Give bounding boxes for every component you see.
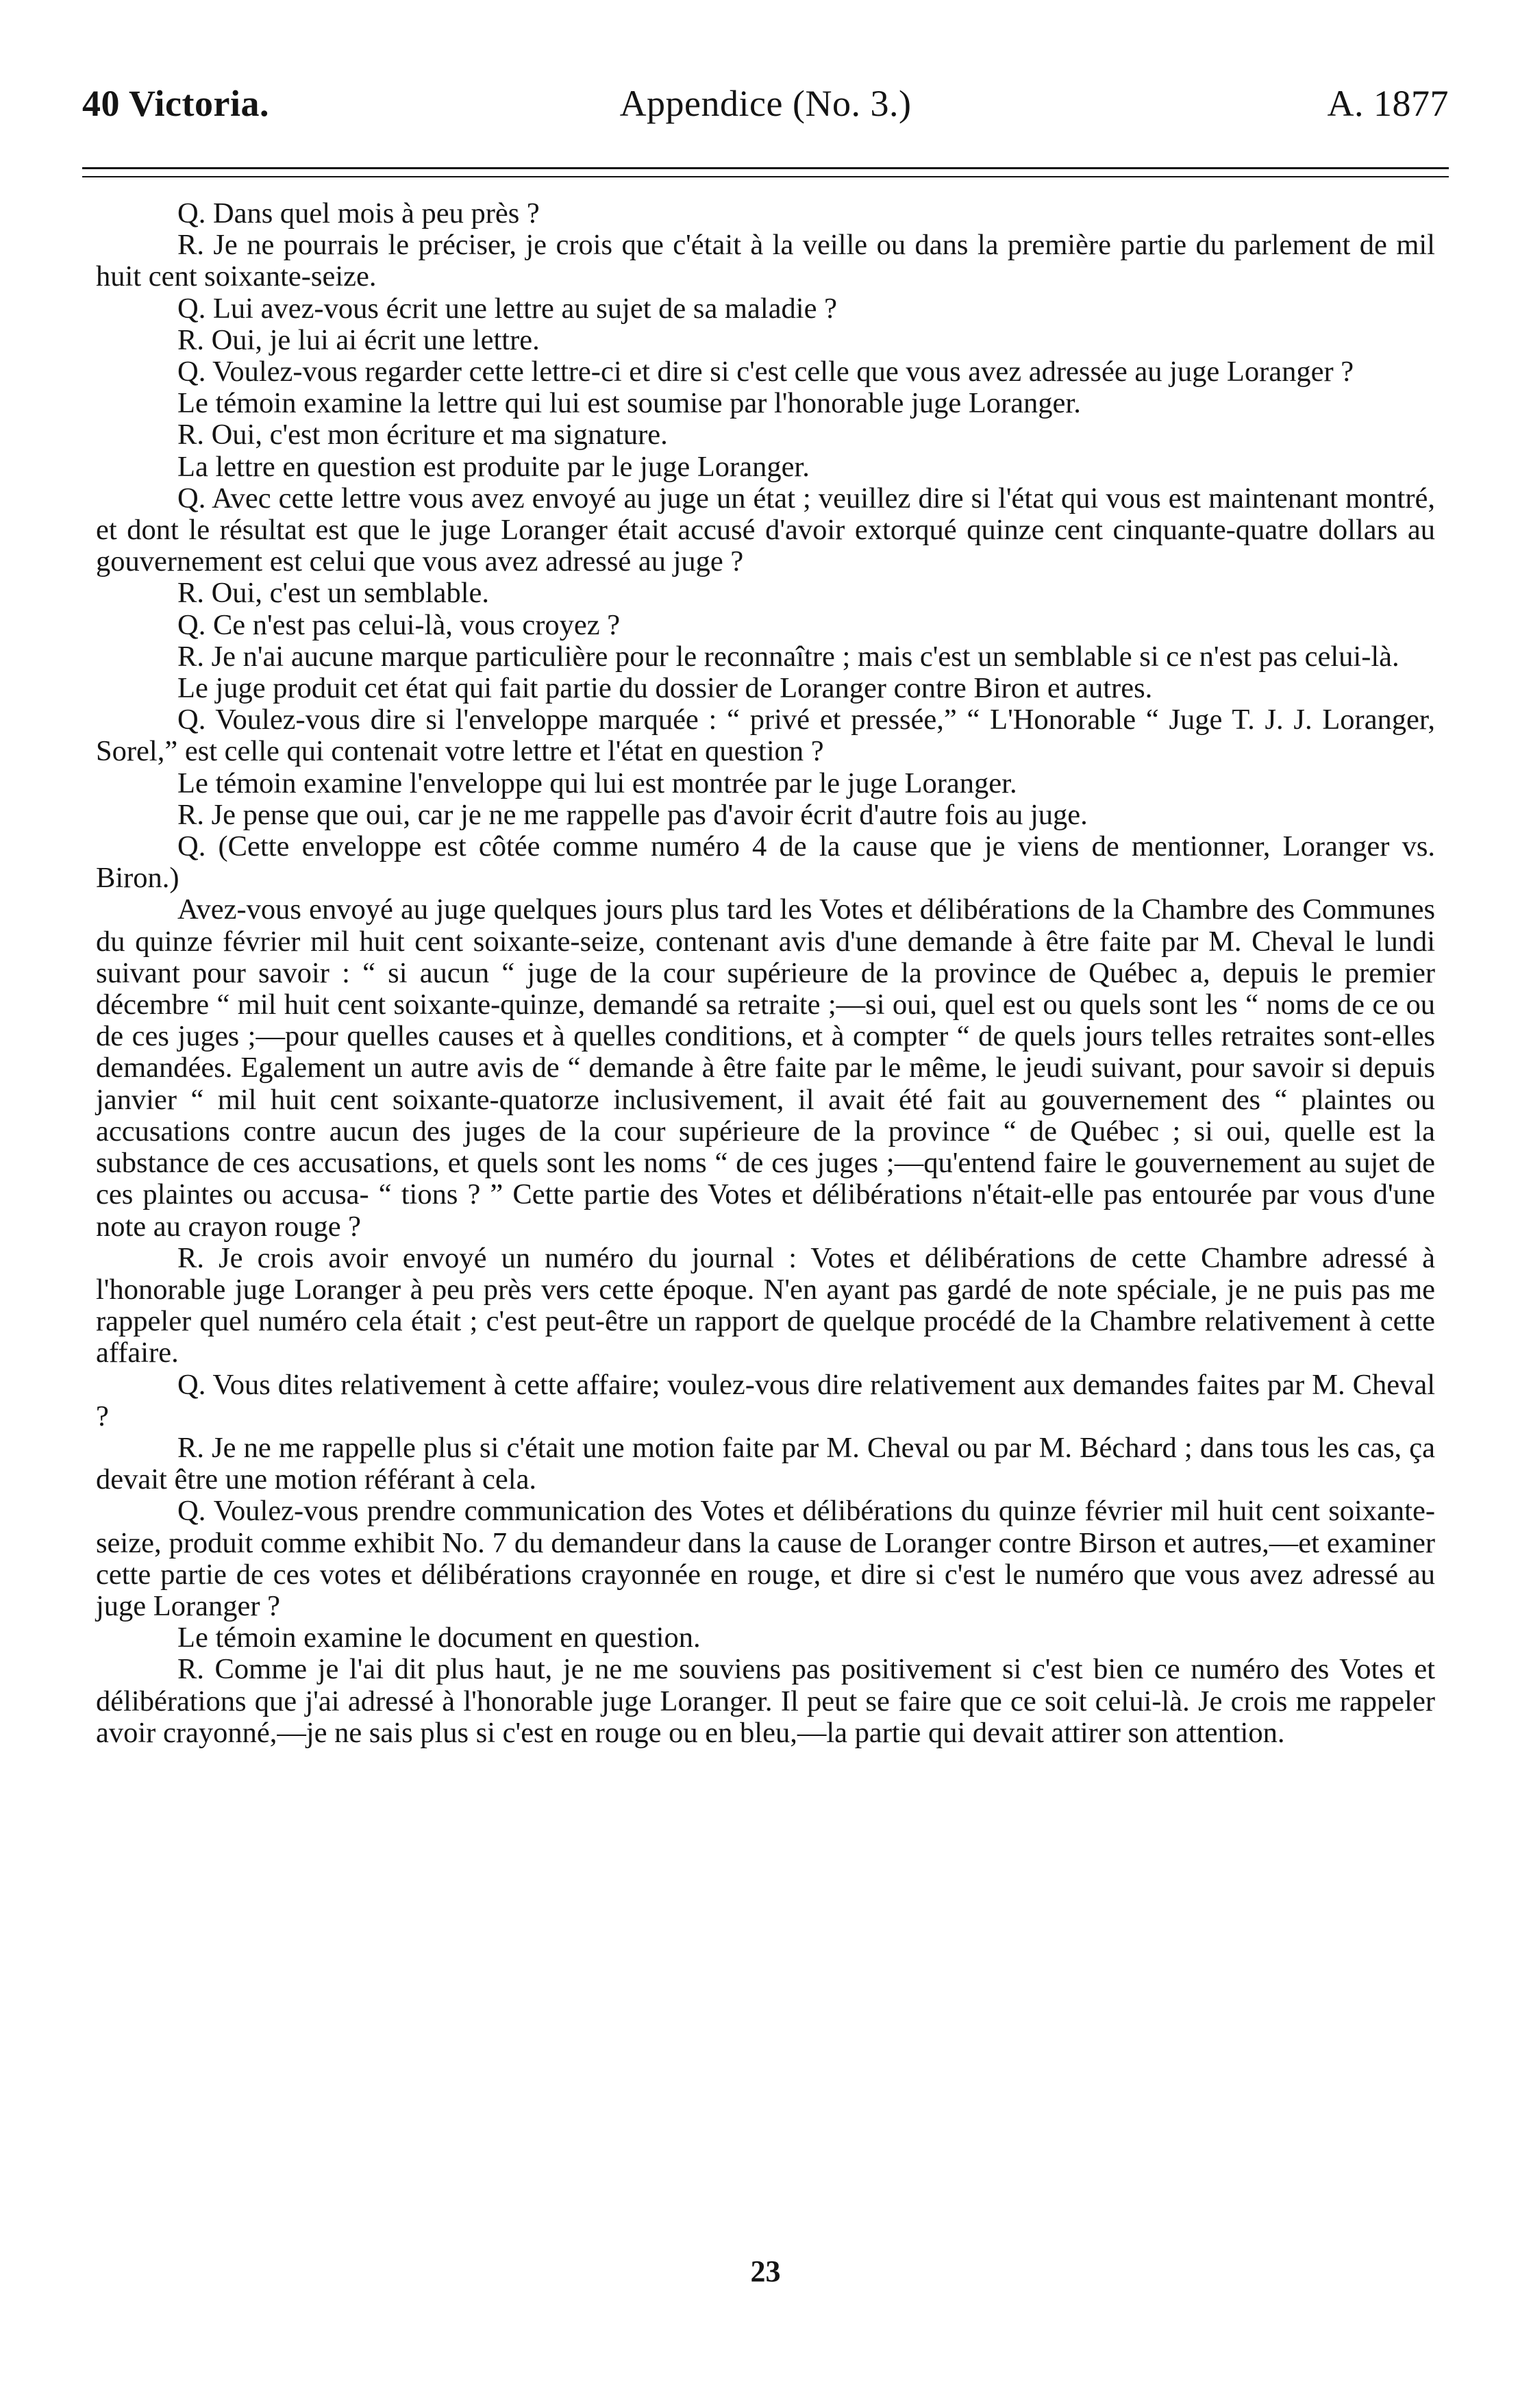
paragraph: La lettre en question est produite par le juge Loranger. [177,450,810,483]
paragraph: Q. Voulez-vous regarder cette lettre-ci et dire si c'est celle que vous avez adressée au juge Loranger ? [177,356,1354,388]
document-body [82,198,1449,1749]
paragraph: R. Je pense que oui, car je ne me rappelle pas d'avoir écrit d'autre fois au juge. [177,798,1088,831]
header-double-rule [82,167,1449,177]
paragraph: Le témoin examine le document en question. [177,1622,701,1654]
paragraph: R. Oui, c'est mon écriture et ma signature. [177,419,668,451]
paragraph: Q. Voulez-vous dire si l'enveloppe marquée : “ privé et pressée,” “ L'Honorable “ Juge T. J. J. Loranger, Sorel,” est celle qui contenait votre lettre et l'état en question ? [96,704,1435,768]
paragraph: R. Je crois avoir envoyé un numéro du journal : Votes et délibérations de cette Chambre adressé à l'honorable juge Loranger à peu près vers cette époque. N'en ayant pas gardé de note spéciale, je ne puis pas me rappeler quel numéro cela était ; c'est peut-être un rapport de quelque procédé de la Chambre relativement à cette affaire. [96,1241,1435,1369]
header-volume: 40 Victoria. [82,83,269,124]
paragraph: Q. Avec cette lettre vous avez envoyé au juge un état ; veuillez dire si l'état qui vous est maintenant montré, et dont le résultat est que le juge Loranger était accusé d'avoir extorqué quinze cent cinquante-quatre dollars au gouvernement est celui que vous avez adressé au juge ? [96,482,1435,578]
paragraph: Le témoin examine la lettre qui lui est soumise par l'honorable juge Loranger. [177,387,1081,420]
paragraph: R. Je ne pourrais le préciser, je crois que c'était à la veille ou dans la première partie du parlement de mil huit cent soixante-seize. [96,229,1435,293]
page-header [82,82,1449,137]
paragraph: Avez-vous envoyé au juge quelques jours plus tard les Votes et délibérations de la Chambre des Communes du quinze février mil huit cent soixante-seize, contenant avis d'une demande à être faite par M. Cheval le lundi suivant pour savoir : “ si aucun “ juge de la cour supérieure de la province de Québec a, depuis le premier décembre “ mil huit cent soixante-quinze, demandé sa retraite ;—si oui, quel est ou quels sont les “ noms de ce ou de ces juges ;—pour quelles causes et à quelles conditions, et à compter “ de quels jours telles retraites sont-elles demandées. Egalement un autre avis de “ demande à être faite par le même, le jeudi suivant, pour savoir si depuis janvier “ mil huit cent soixante-quatorze inclusivement, il avait été fait au gouvernement des “ plaintes ou accusations contre aucun des juges de la cour supérieure de la province “ de Québec ; si oui, quelle est la substance de ces accusations, et quels sont les noms “ de ces juges ;—qu'entend faire le gouvernement au sujet de ces plaintes ou accusa- “ tions ? ” Cette partie des Votes et délibérations n'était-elle pas entourée par vous d'une note au crayon rouge ? [96,893,1435,1243]
paragraph: Q. Voulez-vous prendre communication des Votes et délibérations du quinze février mil huit cent soixante-seize, produit comme exhibit No. 7 du demandeur dans la cause de Loranger contre Birson et autres,—et examiner cette partie de ces votes et délibérations crayonnée en rouge, et dire si c'est le numéro que vous avez adressé au juge Loranger ? [96,1495,1435,1622]
paragraph: Q. Dans quel mois à peu près ? [177,197,540,229]
header-year: A. 1877 [1327,83,1449,124]
paragraph: R. Comme je l'ai dit plus haut, je ne me souviens pas positivement si c'est bien ce numéro des Votes et délibérations que j'ai adressé à l'honorable juge Loranger. Il peut se faire que ce soit celui-là. Je crois me rappeler avoir crayonné,—je ne sais plus si c'est en rouge ou en bleu,—la partie qui devait attirer son attention. [96,1653,1435,1749]
paragraph: Q. Lui avez-vous écrit une lettre au sujet de sa maladie ? [177,292,837,325]
paragraph: Le juge produit cet état qui fait partie du dossier de Loranger contre Biron et autres. [177,672,1153,705]
paragraph: R. Je n'ai aucune marque particulière pour le reconnaître ; mais c'est un semblable si ce n'est pas celui-là. [177,640,1399,673]
header-appendix: Appendice (No. 3.) [619,83,912,124]
paragraph: R. Oui, je lui ai écrit une lettre. [177,323,540,356]
paragraph: Le témoin examine l'enveloppe qui lui est montrée par le juge Loranger. [177,767,1017,799]
page-number: 23 [750,2255,781,2288]
paragraph: Q. (Cette enveloppe est côtée comme numéro 4 de la cause que je viens de mentionner, Loranger vs. Biron.) [96,830,1435,895]
paragraph: Q. Ce n'est pas celui-là, vous croyez ? [177,608,621,641]
paragraph: Q. Vous dites relativement à cette affaire; voulez-vous dire relativement aux demandes faites par M. Cheval ? [96,1368,1435,1432]
paragraph: R. Oui, c'est un semblable. [177,577,490,610]
paragraph: R. Je ne me rappelle plus si c'était une motion faite par M. Cheval ou par M. Béchard ; dans tous les cas, ça devait être une motion référant à cela. [96,1431,1435,1496]
